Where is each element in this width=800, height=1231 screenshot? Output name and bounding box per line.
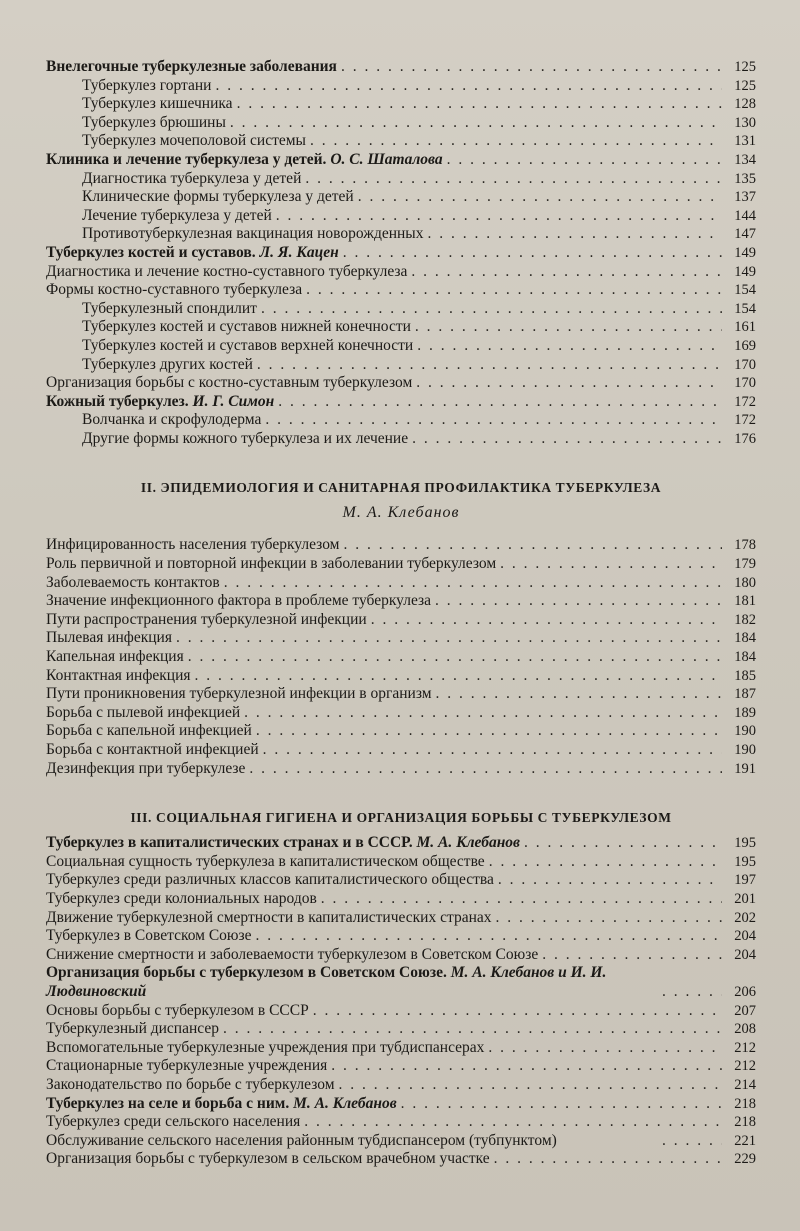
page-number: 204 [734, 946, 756, 963]
entry-title-text: Обслуживание сельского населения районным тубдиспансером (тубпунктом) [46, 1131, 557, 1149]
toc-entry [46, 1150, 756, 1169]
dot-leader [343, 536, 722, 555]
toc-entry [46, 574, 756, 593]
dot-leader [435, 592, 722, 611]
entry-title [82, 225, 423, 244]
entry-title-text: Диагностика и лечение костно-суставного туберкулеза [46, 262, 408, 280]
dot-leader [488, 1039, 722, 1058]
entry-title-text: Организация борьбы с туберкулезом в сельском врачебном участке [46, 1150, 490, 1168]
toc-entry [46, 964, 756, 1001]
entry-title [46, 760, 245, 779]
page-number: 154 [734, 282, 756, 299]
page-number: 214 [734, 1076, 756, 1093]
entry-author: И. Г. Симон [192, 392, 275, 410]
entry-title-text: Клиника и лечение туберкулеза у детей. [46, 150, 327, 168]
entry-title [82, 95, 233, 114]
entry-title-text: Туберкулез костей и суставов нижней конечности [82, 318, 411, 336]
entry-title-text: Другие формы кожного туберкулеза и их лечение [82, 429, 409, 447]
entry-title [46, 244, 339, 263]
toc-entry [46, 1039, 756, 1058]
dot-leader [494, 1150, 722, 1169]
page-number: 170 [734, 356, 756, 373]
dot-leader [313, 1002, 722, 1021]
page-number: 195 [734, 853, 756, 870]
section-heading: III. СОЦИАЛЬНАЯ ГИГИЕНА И ОРГАНИЗАЦИЯ БОРЬБЫ С ТУБЕРКУЛЕЗОМ [130, 810, 672, 826]
entry-title-text: Туберкулез в капиталистических странах и в СССР. [46, 834, 413, 852]
dot-leader [358, 188, 722, 207]
page-number: 147 [734, 226, 756, 243]
page-number: 178 [734, 537, 756, 554]
page-number: 154 [734, 300, 756, 317]
entry-title-text: Пылевая инфекция [46, 629, 172, 647]
dot-leader [224, 574, 722, 593]
entry-title-text: Туберкулез мочеполовой системы [82, 132, 306, 150]
entry-title [82, 411, 261, 430]
toc-entry [46, 722, 756, 741]
toc-entry [46, 1113, 756, 1132]
entry-title-text: Туберкулез среди сельского населения [46, 1113, 301, 1131]
toc-entry [46, 95, 756, 114]
page-number: 208 [734, 1021, 756, 1038]
entry-title [46, 281, 302, 300]
entry-title-text: Туберкулезный спондилит [82, 299, 257, 317]
dot-leader [215, 77, 722, 96]
page-number: 181 [734, 593, 756, 610]
entry-title [46, 1002, 309, 1021]
entry-title-text: Туберкулез костей и суставов. [46, 243, 256, 261]
entry-title-text: Формы костно-суставного туберкулеза [46, 281, 303, 299]
entry-title-text: Туберкулез в Советском Союзе [46, 927, 252, 945]
page-number: 201 [734, 890, 756, 907]
dot-leader [662, 983, 722, 1002]
page-number: 189 [734, 704, 756, 721]
toc-entry [46, 685, 756, 704]
entry-title [46, 648, 184, 667]
toc-entry [46, 356, 756, 375]
page-number: 128 [734, 96, 756, 113]
entry-author: М. А. Клебанов и И. И. Людвиновский [46, 964, 607, 1000]
dot-leader [265, 411, 722, 430]
page-number: 149 [734, 263, 756, 280]
toc-entry [46, 1132, 756, 1151]
entry-title [46, 685, 432, 704]
entry-title [46, 909, 492, 928]
dot-leader [304, 1113, 722, 1132]
toc-entry [46, 1095, 756, 1114]
page-number: 125 [734, 59, 756, 75]
dot-leader [331, 1057, 722, 1076]
dot-leader [257, 356, 722, 375]
entry-title [46, 927, 252, 946]
toc-entry [46, 909, 756, 928]
entry-title [82, 170, 301, 189]
entry-title [46, 58, 337, 77]
entry-title-text: Организация борьбы с туберкулезом в Советском Союзе. [46, 964, 447, 982]
toc-entry [46, 704, 756, 723]
entry-title [82, 132, 306, 151]
entry-title [46, 374, 412, 393]
toc-entry [46, 114, 756, 133]
toc-entry [46, 853, 756, 872]
entry-title [46, 964, 658, 1001]
page-number: 207 [734, 1002, 756, 1019]
toc-entry [46, 760, 756, 779]
entry-title [82, 430, 408, 449]
toc-entry [46, 871, 756, 890]
entry-title-text: Диагностика туберкулеза у детей [82, 169, 302, 187]
dot-leader [416, 374, 722, 393]
page-number: 172 [734, 393, 756, 410]
page-number: 131 [734, 133, 756, 150]
toc-entry [46, 430, 756, 449]
page-number: 221 [734, 1132, 756, 1149]
page-number: 218 [734, 1095, 756, 1112]
entry-title [46, 1057, 327, 1076]
page-number: 206 [734, 983, 756, 1000]
entry-title-text: Роль первичной и повторной инфекции в заболевании туберкулезом [46, 555, 497, 573]
entry-title [46, 1020, 219, 1039]
entry-title-text: Внелегочные туберкулезные заболевания [46, 58, 337, 75]
page-number: 202 [734, 909, 756, 926]
dot-leader [310, 132, 722, 151]
page-number: 176 [734, 430, 756, 447]
dot-leader [436, 685, 722, 704]
dot-leader [412, 430, 722, 449]
dot-leader [256, 722, 722, 741]
page-number: 134 [734, 151, 756, 168]
page-number: 195 [734, 835, 756, 852]
entry-title [46, 393, 274, 412]
dot-leader [237, 95, 722, 114]
entry-title-text: Вспомогательные туберкулезные учреждения при тубдиспансерах [46, 1038, 485, 1056]
entry-title-text: Кожный туберкулез. [46, 392, 189, 410]
page-number: 179 [734, 556, 756, 573]
entry-title [46, 853, 485, 872]
entry-title-text: Туберкулез костей и суставов верхней конечности [82, 336, 414, 354]
page-number: 204 [734, 928, 756, 945]
entry-title-text: Туберкулезный диспансер [46, 1020, 219, 1038]
toc-entry [46, 592, 756, 611]
entry-title [46, 1150, 490, 1169]
entry-title [82, 114, 226, 133]
entry-title-text: Туберкулез на селе и борьба с ним. [46, 1094, 290, 1112]
entry-title-text: Организация борьбы с костно-суставным туберкулезом [46, 374, 413, 392]
dot-leader [244, 704, 722, 723]
page-number: 212 [734, 1058, 756, 1075]
dot-leader [498, 871, 722, 890]
page-number: 137 [734, 189, 756, 206]
toc-entry [46, 170, 756, 189]
page-number: 172 [734, 412, 756, 429]
dot-leader [662, 1132, 722, 1151]
entry-title-text: Основы борьбы с туберкулезом в СССР [46, 1001, 309, 1019]
entry-title-text: Заболеваемость контактов [46, 573, 220, 591]
toc-entry [46, 77, 756, 96]
toc-entry [46, 834, 756, 853]
toc-entry [46, 374, 756, 393]
page-number: 125 [734, 77, 756, 94]
dot-leader [195, 667, 723, 686]
entry-title [46, 667, 191, 686]
entry-author: Л. Я. Кацен [259, 243, 339, 261]
entry-title [46, 574, 220, 593]
toc-entry [46, 300, 756, 319]
entry-title [46, 741, 259, 760]
entry-title-text: Дезинфекция при туберкулезе [46, 759, 246, 777]
entry-title-text: Туберкулез кишечника [82, 95, 233, 113]
page-number: 190 [734, 742, 756, 758]
page-number: 187 [734, 686, 756, 703]
toc-entry [46, 1002, 756, 1021]
entry-title [46, 555, 496, 574]
dot-leader [263, 741, 722, 760]
entry-title-text: Лечение туберкулеза у детей [82, 206, 272, 224]
page-number: 169 [734, 337, 756, 354]
section-gap [46, 778, 756, 792]
page-number: 212 [734, 1039, 756, 1056]
entry-title-text: Пути распространения туберкулезной инфекции [46, 610, 367, 628]
page-number: 170 [734, 375, 756, 392]
entry-title [46, 629, 172, 648]
dot-leader [276, 207, 722, 226]
toc-entry [46, 244, 756, 263]
entry-title [82, 337, 413, 356]
dot-leader [256, 927, 722, 946]
entry-title-text: Туберкулез среди колониальных народов [46, 889, 317, 907]
dot-leader [249, 760, 722, 779]
page-number: 197 [734, 872, 756, 889]
dot-leader [401, 1095, 722, 1114]
dot-leader [223, 1020, 722, 1039]
toc-entry [46, 1076, 756, 1095]
toc-entry [46, 207, 756, 226]
entry-title-text: Туберкулез гортани [82, 76, 212, 94]
toc-entry [46, 1057, 756, 1076]
entry-title-text: Снижение смертности и заболеваемости туберкулезом в Советском Союзе [46, 945, 539, 963]
dot-leader [278, 393, 722, 412]
toc-entry [46, 946, 756, 965]
entry-title [46, 722, 252, 741]
toc-entry [46, 337, 756, 356]
entry-title [46, 704, 240, 723]
toc-entry [46, 188, 756, 207]
toc-entry [46, 629, 756, 648]
entry-title [46, 611, 367, 630]
entry-author: О. С. Шаталова [330, 150, 443, 168]
toc-entry [46, 555, 756, 574]
dot-leader [306, 281, 722, 300]
toc-entry [46, 151, 756, 170]
page-number: 144 [734, 207, 756, 224]
entry-title [82, 356, 253, 375]
toc-entry [46, 393, 756, 412]
entry-title [46, 151, 443, 170]
dot-leader [339, 1076, 722, 1095]
entry-author: М. А. Клебанов [293, 1094, 397, 1112]
page-number: 135 [734, 170, 756, 187]
dot-leader [321, 890, 722, 909]
entry-title [46, 1076, 335, 1095]
entry-title [46, 1039, 484, 1058]
toc-entry [46, 318, 756, 337]
entry-title [46, 263, 407, 282]
dot-leader [415, 318, 722, 337]
toc-entry [46, 927, 756, 946]
dot-leader [411, 263, 722, 282]
dot-leader [371, 611, 722, 630]
toc-entry [46, 132, 756, 151]
entry-title-text: Борьба с контактной инфекцией [46, 741, 259, 758]
entry-title [82, 77, 211, 96]
entry-title [46, 1095, 397, 1114]
dot-leader [341, 58, 722, 77]
toc-entry [46, 1020, 756, 1039]
entry-title [46, 592, 431, 611]
entry-title-text: Движение туберкулезной смертности в капиталистических странах [46, 908, 492, 926]
page-number: 190 [734, 723, 756, 740]
entry-title-text: Борьба с пылевой инфекцией [46, 703, 241, 721]
entry-title-text: Туберкулез других костей [82, 355, 253, 373]
entry-title [82, 188, 354, 207]
page-number: 161 [734, 319, 756, 336]
toc-entry [46, 667, 756, 686]
dot-leader [524, 834, 722, 853]
entry-title [82, 207, 272, 226]
dot-leader [427, 225, 722, 244]
page-number: 191 [734, 760, 756, 777]
page-number: 184 [734, 649, 756, 666]
dot-leader [417, 337, 722, 356]
entry-title [46, 1113, 300, 1132]
toc-entry [46, 611, 756, 630]
dot-leader [500, 555, 722, 574]
toc-entry [46, 58, 756, 77]
entry-title [82, 318, 411, 337]
entry-title [46, 871, 494, 890]
entry-title-text: Капельная инфекция [46, 648, 184, 666]
page-number: 218 [734, 1114, 756, 1131]
entry-title-text: Социальная сущность туберкулеза в капиталистическом обществе [46, 852, 485, 870]
entry-title [46, 1132, 658, 1151]
entry-title-text: Туберкулез среди различных классов капиталистического общества [46, 871, 494, 889]
entry-title [46, 890, 317, 909]
dot-leader [542, 946, 722, 965]
dot-leader [489, 853, 722, 872]
toc-entry [46, 536, 756, 555]
entry-title [82, 300, 257, 319]
toc-entry [46, 890, 756, 909]
page-number: 130 [734, 114, 756, 131]
entry-title-text: Значение инфекционного фактора в проблеме туберкулеза [46, 592, 432, 610]
section-gap [46, 448, 756, 462]
page-number: 182 [734, 611, 756, 628]
page-number: 149 [734, 244, 756, 261]
section-heading: II. ЭПИДЕМИОЛОГИЯ И САНИТАРНАЯ ПРОФИЛАКТИКА ТУБЕРКУЛЕЗА [140, 480, 662, 496]
dot-leader [343, 244, 722, 263]
entry-title-text: Инфицированность населения туберкулезом [46, 536, 340, 554]
entry-title-text: Волчанка и скрофулодерма [82, 411, 262, 429]
toc-entry [46, 225, 756, 244]
page-number: 229 [734, 1151, 756, 1168]
entry-title [46, 536, 339, 555]
entry-title-text: Клинические формы туберкулеза у детей [82, 188, 354, 206]
dot-leader [447, 151, 722, 170]
entry-title [46, 946, 538, 965]
entry-title-text: Противотуберкулезная вакцинация новорожденных [82, 225, 424, 243]
toc-entry [46, 263, 756, 282]
dot-leader [261, 300, 722, 319]
entry-title-text: Стационарные туберкулезные учреждения [46, 1057, 328, 1075]
page-number: 184 [734, 630, 756, 647]
toc-entry [46, 648, 756, 667]
toc-entry [46, 411, 756, 430]
dot-leader [305, 170, 722, 189]
toc-entry [46, 741, 756, 760]
dot-leader [176, 629, 722, 648]
entry-title-text: Туберкулез брюшины [82, 113, 226, 131]
section-author: М. А. Клебанов [342, 504, 460, 522]
entry-title-text: Контактная инфекция [46, 666, 191, 684]
dot-leader [230, 114, 722, 133]
entry-title-text: Законодательство по борьбе с туберкулезом [46, 1075, 335, 1093]
entry-title-text: Пути проникновения туберкулезной инфекции в организм [46, 685, 432, 703]
entry-title-text: Борьба с капельной инфекцией [46, 722, 252, 740]
page-number: 180 [734, 574, 756, 591]
dot-leader [496, 909, 722, 928]
entry-title [46, 834, 520, 853]
entry-author: М. А. Клебанов [416, 834, 520, 852]
dot-leader [188, 648, 722, 667]
toc-entry [46, 281, 756, 300]
page-number: 185 [734, 667, 756, 684]
